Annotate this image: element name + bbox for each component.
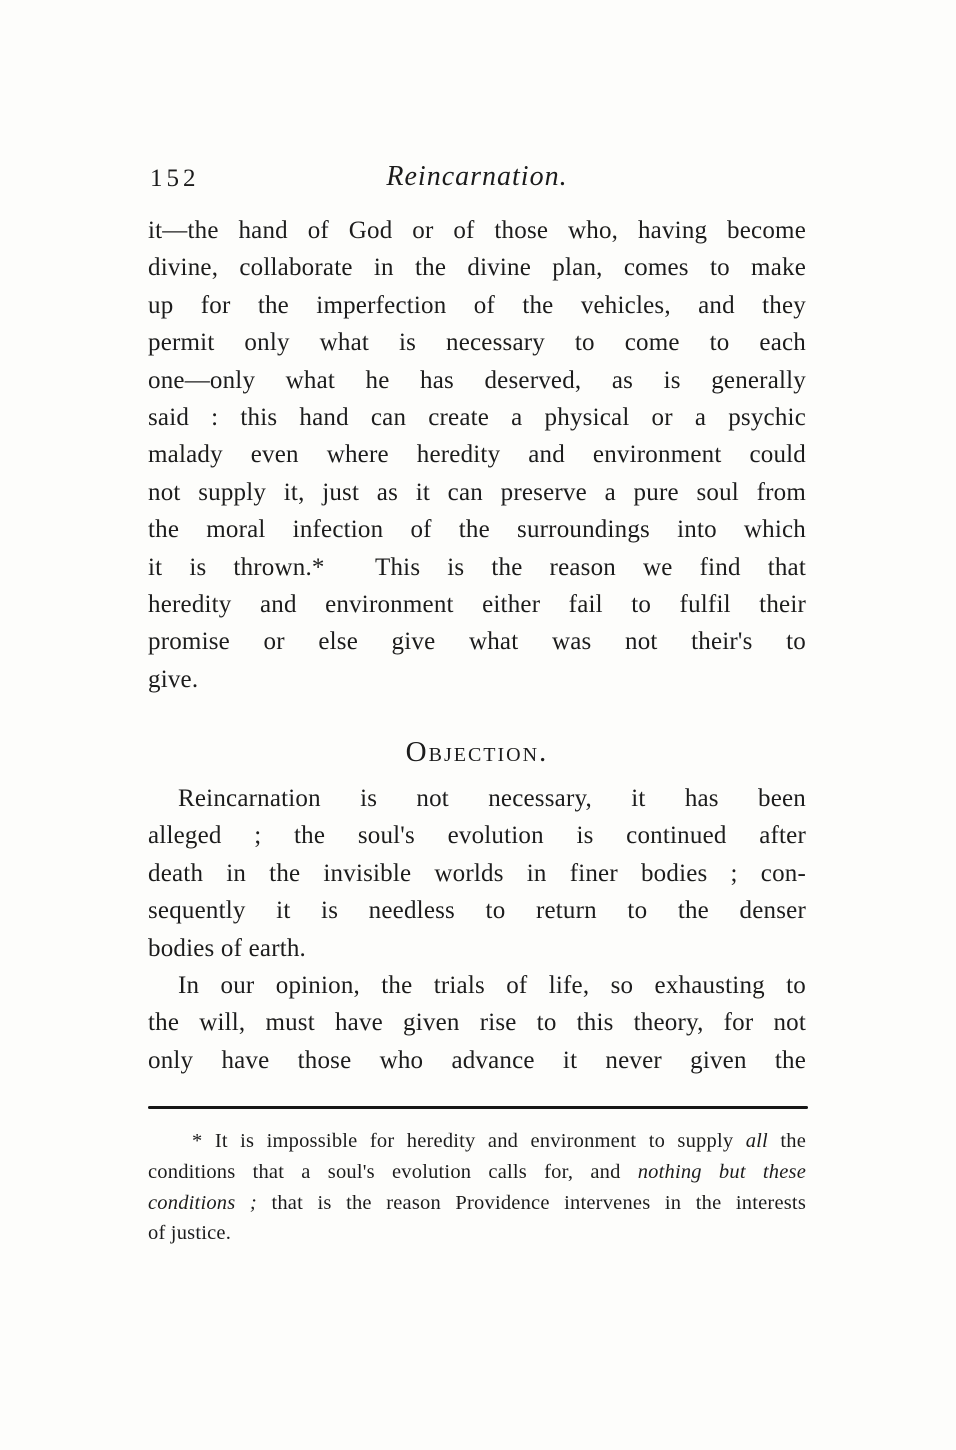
body-line: heredity and environment either fail to fulfil their xyxy=(148,591,806,619)
running-header xyxy=(148,161,806,203)
body-line: sequently it is needless to return to the denser xyxy=(148,897,806,925)
body-line: give. xyxy=(148,665,199,693)
footnote-text: * It is impossible for heredity and environment to supply xyxy=(192,1130,746,1152)
body-line: the moral infection of the surroundings into which xyxy=(148,516,806,544)
footnote-text-italic: nothing but these xyxy=(637,1160,807,1183)
section-heading: Objection. xyxy=(405,736,549,768)
body-line: death in the invisible worlds in finer bodies ; con- xyxy=(148,859,806,887)
footnote-line xyxy=(148,1157,806,1188)
footnote-text: that is the reason Providence intervenes in the interests xyxy=(256,1191,806,1214)
footnote-line xyxy=(148,1188,806,1219)
body-line: not supply it, just as it can preserve a pure soul from xyxy=(148,478,806,506)
body-line: promise or else give what was not their's to xyxy=(148,628,806,656)
body-paragraph-1 xyxy=(148,212,806,698)
body-paragraph-2 xyxy=(148,780,806,1079)
footnote-divider-rule xyxy=(148,1106,808,1109)
body-line: it—the hand of God or of those who, having become xyxy=(148,217,806,244)
body-line: one—only what he has deserved, as is generally xyxy=(148,366,806,394)
body-line-with-footnote-marker: it is thrown.* This is the reason we find that xyxy=(148,553,806,581)
body-line: permit only what is necessary to come to each xyxy=(148,329,806,357)
footnote xyxy=(148,1126,806,1249)
footnote-text-italic: all xyxy=(745,1130,768,1152)
running-header-title: Reincarnation. xyxy=(386,161,568,192)
body-line: divine, collaborate in the divine plan, comes to make xyxy=(148,254,806,282)
footnote-line xyxy=(148,1126,806,1157)
footnote-line: of justice. xyxy=(148,1222,232,1245)
body-line: only have those who advance it never given the xyxy=(148,1046,806,1074)
body-line: Reincarnation is not necessary, it has been xyxy=(178,785,806,812)
body-line: said : this hand can create a physical or a psychic xyxy=(148,404,806,432)
body-line: the will, must have given rise to this theory, for not xyxy=(148,1009,806,1037)
body-line: In our opinion, the trials of life, so exhausting to xyxy=(178,972,806,1000)
body-line: up for the imperfection of the vehicles, and they xyxy=(148,291,806,319)
footnote-text: conditions that a soul's evolution calls for, and xyxy=(148,1160,638,1183)
body-line: malady even where heredity and environment could xyxy=(148,441,806,469)
body-line: bodies of earth. xyxy=(148,934,307,962)
footnote-text-italic: conditions ; xyxy=(148,1191,257,1214)
footnote-text: the xyxy=(767,1130,806,1152)
body-line: alleged ; the soul's evolution is continued after xyxy=(148,822,806,850)
page-number: 152 xyxy=(150,165,200,192)
